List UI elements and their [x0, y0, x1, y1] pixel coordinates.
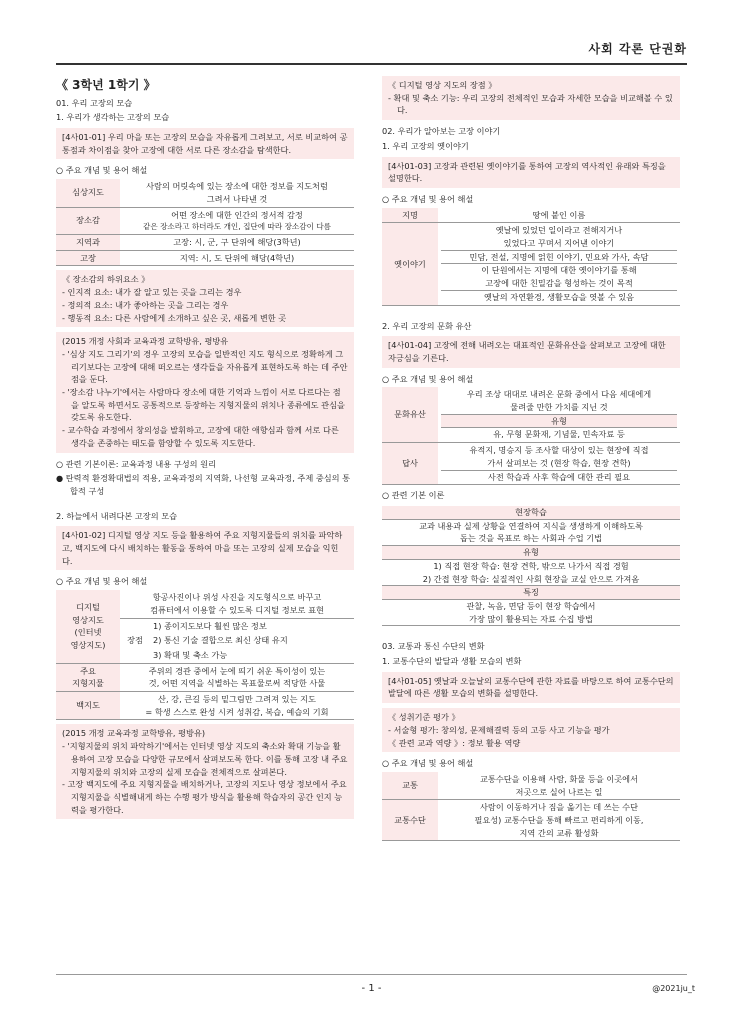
term-desc: 우리 조상 대대로 내려온 문화 중에서 다음 세대에게 [466, 389, 652, 400]
term-desc: 것, 어떤 지역을 식별하는 목표물로써 적당한 사물 [148, 678, 326, 689]
table-row [56, 250, 354, 266]
term-desc: 물려줄 만한 가치를 지닌 것 [441, 401, 677, 415]
lesson-heading: 2. 하늘에서 내려다본 고장의 모습 [56, 510, 178, 521]
table-row [56, 590, 354, 618]
term-key: 답사 [382, 443, 438, 485]
box-heading: 특징 [382, 586, 680, 600]
term-key-line: 디지털 [76, 602, 100, 612]
term-desc: 유형 [441, 415, 677, 429]
table-row [382, 772, 680, 800]
lesson-heading: 1. 교통수단의 발달과 생활 모습의 변화 [382, 656, 522, 667]
note-line: (2015 개정 사회과 교육과정 교학방유, 평방유 [62, 336, 229, 347]
achievement-standard: [4사01-02] 디지털 영상 지도 등을 활용하여 주요 지형지물들의 위치를 파악하고, 백지도에 다시 배치하는 활동을 통하여 마을 또는 고장의 실제 모습을 익힌다. [56, 526, 354, 570]
term-desc: 교통수단을 이용해 사람, 화물 등을 이곳에서 [480, 773, 638, 784]
term-desc: 컴퓨터에서 이용할 수 있도록 디지털 정보로 표현 [150, 604, 324, 615]
term-key: 교통수단 [382, 800, 438, 841]
table-row [382, 443, 680, 485]
note-box [56, 270, 354, 327]
left-column [56, 76, 354, 824]
term-key: 장소감 [56, 207, 120, 234]
sub-key: 장점 [120, 618, 150, 663]
term-desc: 고장에 대한 친밀감을 형성하는 것이 목적 [441, 277, 677, 291]
note-line: 《 관련 교과 역량 》: 정보 활용 역량 [388, 737, 521, 748]
table-row [56, 179, 354, 207]
term-key [56, 663, 120, 691]
term-desc: 사전 학습과 사후 학습에 대한 관리 필요 [487, 471, 631, 482]
term-key-line: (인터넷 [74, 627, 102, 638]
term-desc: 주위의 경관 중에서 눈에 띄기 쉬운 특이성이 있는 [148, 665, 326, 676]
term-desc: 그려서 나타낸 것 [206, 193, 268, 204]
section-label: ○ 주요 개념 및 용어 해설 [56, 165, 148, 176]
term-desc: 어떤 장소에 대한 인간의 정서적 감정 [171, 209, 303, 220]
note-line: - 행동적 요소: 다른 사람에게 소개하고 싶은 곳, 새롭게 변한 곳 [62, 312, 287, 323]
note-box [56, 724, 354, 819]
term-key: 백지도 [56, 692, 120, 720]
term-desc: 1) 종이지도보다 훨씬 많은 정보 [153, 620, 267, 631]
section-label: ○ 주요 개념 및 용어 해설 [382, 373, 474, 384]
box-heading: 현장학습 [382, 506, 680, 520]
term-desc: 유적지, 명승지 등 조사할 대상이 있는 현장에 직접 [469, 445, 649, 456]
table-row [382, 387, 680, 442]
term-key-line: 지형지물 [72, 678, 104, 689]
note-line: - 확대 및 축소 기능: 우리 고장의 전체적인 모습과 자세한 모습을 비교해볼 수 있다. [388, 92, 673, 116]
term-desc: 사람이 이동하거나 짐을 옮기는 데 쓰는 수단 [480, 802, 638, 813]
box-heading: 유형 [382, 546, 680, 560]
term-desc: 3) 확대 및 축소 가능 [150, 648, 354, 663]
note-line: - 인지적 요소: 내가 잘 알고 있는 곳을 그리는 경우 [62, 287, 242, 298]
note-box [56, 332, 354, 452]
term-desc: 항공사진이나 위성 사진을 지도형식으로 바꾸고 [152, 592, 322, 603]
lesson-heading: 1. 우리 고장의 옛이야기 [382, 140, 469, 151]
achievement-standard: [4사01-01] 우리 마을 또는 고장의 모습을 자유롭게 그려보고, 서로 비교하여 공통점과 차이점을 찾아 고장에 대한 서로 다른 장소감을 탐색한다. [56, 128, 354, 159]
box-line: 가장 많이 활용되는 자료 수집 방법 [382, 613, 680, 627]
term-key: 지역과 [56, 234, 120, 250]
box-line: 교과 내용과 실제 상황을 연결하여 지식을 생생하게 이해하도록 [419, 520, 643, 531]
term-desc: 가서 살펴보는 것 (현장 학습, 현장 견학) [441, 457, 677, 471]
term-desc: 사람의 머릿속에 있는 장소에 대한 정보를 지도처럼 [146, 181, 328, 192]
section-label: ○ 주요 개념 및 용어 해설 [382, 758, 474, 769]
note-line: - 정의적 요소: 내가 좋아하는 곳을 그리는 경우 [62, 299, 229, 310]
page-number: - 1 - [361, 983, 382, 994]
term-desc: 같은 장소라고 하더라도 개인, 집단에 따라 장소감이 다름 [142, 222, 332, 232]
header-rule [56, 63, 687, 65]
table-row [56, 692, 354, 720]
term-key: 문화유산 [382, 387, 438, 442]
term-key-line: 영상지도 [72, 614, 104, 625]
section-label: ○ 주요 개념 및 용어 해설 [382, 193, 474, 204]
term-key: 고장 [56, 250, 120, 266]
note-line: (2015 개정 교육과정 교학방유, 평방유) [62, 728, 206, 739]
term-table [56, 590, 354, 720]
achievement-standard: [4사01-05] 옛날과 오늘날의 교통수단에 관한 자료를 바탕으로 하여 교통수단의 발달에 따른 생활 모습의 변화를 설명한다. [382, 672, 680, 703]
note-line: - 교수학습 과정에서 창의성을 발휘하고, 고장에 대한 애향심과 함께 서로 다른 생각을 존중하는 태도를 함양할 수 있도록 지도한다. [62, 425, 339, 448]
term-key [56, 590, 120, 663]
unit-heading: 02. 우리가 알아보는 고장 이야기 [382, 126, 501, 137]
note-line: - 서술형 평가: 창의성, 문제해결력 등의 고등 사고 기능을 평가 [388, 724, 610, 735]
theory-box [382, 506, 680, 626]
term-key-line: 영상지도) [70, 640, 106, 651]
unit-heading: 03. 교통과 통신 수단의 변화 [382, 641, 485, 652]
box-line: 2) 간접 현장 학습: 실질적인 사회 현장을 교실 안으로 가져옴 [382, 573, 680, 587]
term-table [382, 387, 680, 485]
term-desc: 옛날에 있었던 일이라고 전해지거나 [495, 225, 623, 236]
note-line: - 고장 백지도에 주요 지형지물을 배치하거나, 고장의 지도나 영상 정보에서 주요 지형지물을 식별해내게 하는 수행 평가 방식을 활용해 학습자의 공간 인지 능력을 평가한다. [62, 779, 347, 815]
table-row [56, 663, 354, 691]
term-key: 교통 [382, 772, 438, 800]
box-line: 관찰, 녹음, 면담 등이 현장 학습에서 [466, 600, 596, 611]
table-row [382, 208, 680, 223]
achievement-standard: [4사01-03] 고장과 관련된 옛이야기를 통하여 고장의 역사적인 유래와 특징을 설명한다. [382, 157, 680, 188]
term-table [382, 208, 680, 306]
box-line: 1) 직접 현장 학습: 현장 견학, 밖으로 나가서 직접 경험 [433, 560, 629, 571]
section-label: ○ 관련 기본이론: 교육과정 내용 구성의 원리 [56, 458, 216, 469]
term-desc: 지역 간의 교류 활성화 [519, 827, 599, 838]
term-desc: 필요성) 교통수단을 통해 빠르고 편리하게 이동, [474, 815, 644, 826]
note-box [382, 708, 680, 752]
running-header: 사회 각론 단권화 [588, 42, 687, 56]
term-desc: 2) 통신 기술 결합으로 최신 상태 유지 [153, 635, 288, 646]
note-line: 《 디지털 영상 지도의 장점 》 [388, 80, 497, 90]
section-label: ○ 관련 기본 이론 [382, 490, 445, 501]
term-desc: 있었다고 꾸며서 지어낸 이야기 [441, 237, 677, 251]
term-key: 옛이야기 [382, 223, 438, 305]
term-table [56, 179, 354, 266]
bullet-item: ● 탄력적 환경확대법의 적용, 교육과정의 지역화, 나선형 교육과정, 주제 중심의 통합적 구성 [56, 473, 351, 496]
term-desc: 이 단원에서는 지명에 대한 옛이야기를 통해 [481, 265, 637, 276]
lesson-heading: 1. 우리가 생각하는 고장의 모습 [56, 112, 170, 123]
semester-title: 《 3학년 1학기 》 [56, 78, 156, 92]
note-line: 《 성취기준 평가 》 [388, 712, 460, 723]
term-desc: 산, 강, 큰길 등의 밑그림만 그려져 있는 지도 [158, 694, 316, 705]
unit-heading: 01. 우리 고장의 모습 [56, 97, 133, 108]
term-desc: 지역: 시, 도 단위에 해당(4학년) [120, 250, 354, 266]
term-desc: 저곳으로 실어 나르는 일 [515, 786, 603, 797]
credit: @2021ju_t [652, 984, 695, 993]
term-desc: 옛날의 자연환경, 생활모습을 엿볼 수 있음 [483, 291, 635, 302]
term-desc: 유, 무형 문화재, 기념물, 민속자료 등 [493, 429, 625, 440]
term-key: 지명 [382, 208, 438, 223]
note-box [382, 76, 680, 120]
table-row [382, 800, 680, 841]
note-line: 《 장소감의 하위요소 》 [62, 274, 150, 285]
table-row [56, 207, 354, 234]
achievement-standard: [4사01-04] 고장에 전해 내려오는 대표적인 문화유산을 살펴보고 고장에 대한 자긍심을 기른다. [382, 336, 680, 367]
term-desc: 고장: 시, 군, 구 단위에 해당(3학년) [120, 234, 354, 250]
table-row [382, 223, 680, 305]
note-line: - '장소감 나누기'에서는 사람마다 장소에 대한 기억과 느낌이 서로 다르다는 점을 알도록 하면서도 공통적으로 등장하는 지형지물의 위치나 종류에도 관심을 갖도록 유도한다. [62, 387, 345, 423]
table-row [56, 234, 354, 250]
box-line: 돕는 것을 목표로 하는 사회과 수업 기법 [382, 532, 680, 546]
term-desc: = 학생 스스로 완성 시켜 성취감, 복습, 예습의 기회 [145, 706, 329, 717]
term-key: 심상지도 [56, 179, 120, 207]
note-line: - '심상 지도 그리기'의 경우 고장의 모습을 일반적인 지도 형식으로 정확하게 그리기보다는 고장에 대해 떠오르는 생각들을 자유롭게 표현하도록 하는 데 주안점을 둔다. [62, 348, 348, 385]
note-line: - '지형지물의 위치 파악하기'에서는 인터넷 영상 지도의 축소와 확대 기능을 활용하여 고장 모습을 다양한 규모에서 살펴보도록 한다. 이를 통해 고장 내 주요 지형지물의 위치와 고장의 실제 모습을 전체적으로 살펴본다. [62, 741, 348, 777]
lesson-heading: 2. 우리 고장의 문화 유산 [382, 320, 472, 331]
section-label: ○ 주요 개념 및 용어 해설 [56, 576, 148, 587]
term-key-line: 주요 [80, 665, 96, 676]
footer-rule [56, 974, 687, 975]
right-column [382, 76, 680, 845]
term-table [382, 772, 680, 842]
term-desc: 민담, 전설, 지명에 얽힌 이야기, 민요와 가사, 속담 [441, 251, 677, 265]
term-desc: 땅에 붙인 이름 [438, 208, 680, 223]
